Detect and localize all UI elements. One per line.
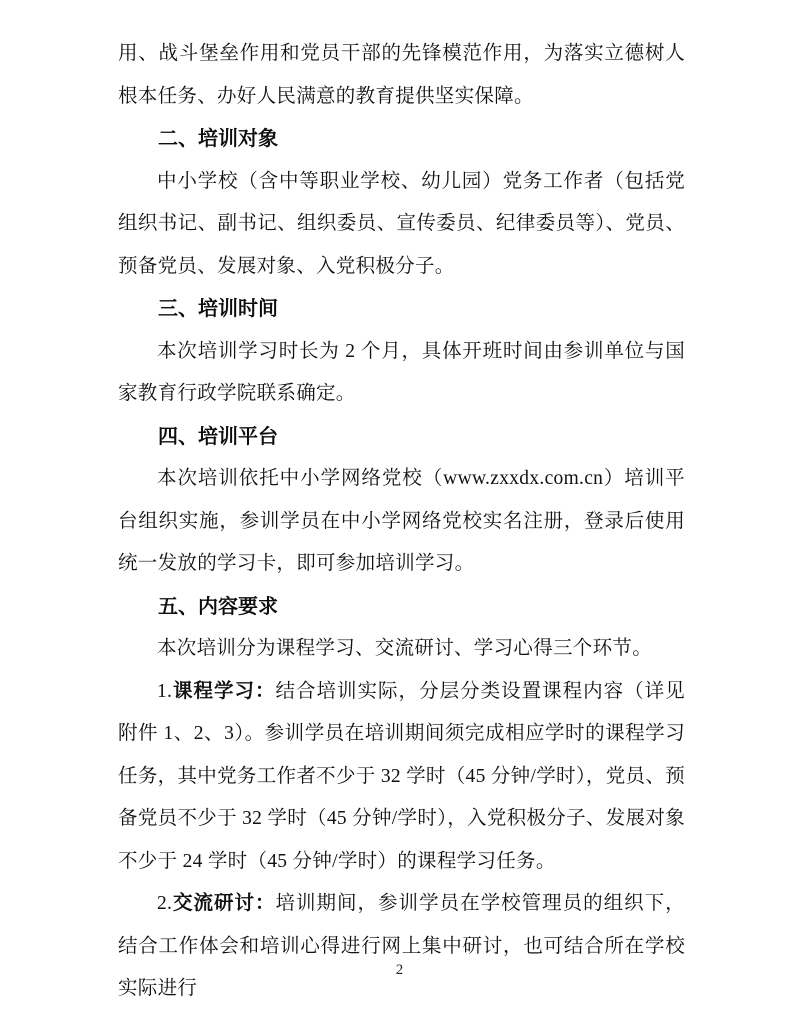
list-item-text: 培训期间，参训学员在学校管理员的组织下，结合工作体会和培训心得进行网上集中研讨，也可结合所在学校实际进行: [118, 893, 685, 999]
list-item-course-study: [118, 671, 685, 884]
section-heading-content-requirements: 五、内容要求: [158, 595, 278, 618]
section-paragraph-training-targets: 中小学校（含中等职业学校、幼儿园）党务工作者（包括党组织书记、副书记、组织委员、宣传委员、纪律委员等）、党员、预备党员、发展对象、入党积极分子。: [118, 170, 685, 277]
list-item-label: 交流研讨：: [172, 893, 276, 914]
page-number: 2: [395, 962, 404, 978]
section-heading-training-platform: 四、培训平台: [158, 425, 278, 448]
list-item-number: 2.: [157, 893, 173, 914]
list-item-text: 结合培训实际，分层分类设置课程内容（详见附件 1、2、3）。参训学员在培训期间须完成相应学时的课程学习任务，其中党务工作者不少于 32 学时（45 分钟/学时），党员、预备党员不少于 32 学时（45 分钟/学时），入党积极分子、发展对象不少于 24 学时（45 分钟/学时）的课程学习任务。: [118, 680, 685, 872]
list-item-discussion: [118, 883, 685, 1011]
section-paragraph-content-requirements: 本次培训分为课程学习、交流研讨、学习心得三个环节。: [157, 638, 653, 659]
section-heading-training-time: 三、培训时间: [158, 298, 278, 320]
document-body: [118, 33, 685, 1011]
section-paragraph-training-platform: 本次培训依托中小学网络党校（www.zxxdx.com.cn）培训平台组织实施，参训学员在中小学网络党校实名注册，登录后使用统一发放的学习卡，即可参加培训学习。: [118, 468, 685, 574]
section-paragraph-training-time: 本次培训学习时长为 2 个月，具体开班时间由参训单位与国家教育行政学院联系确定。: [118, 340, 685, 404]
continuation-paragraph: 用、战斗堡垒作用和党员干部的先锋模范作用，为落实立德树人根本任务、办好人民满意的教育提供坚实保障。: [118, 43, 685, 107]
list-item-label: 课程学习：: [172, 680, 276, 702]
list-item-number: 1.: [157, 680, 173, 702]
section-heading-training-targets: 二、培训对象: [158, 128, 278, 150]
